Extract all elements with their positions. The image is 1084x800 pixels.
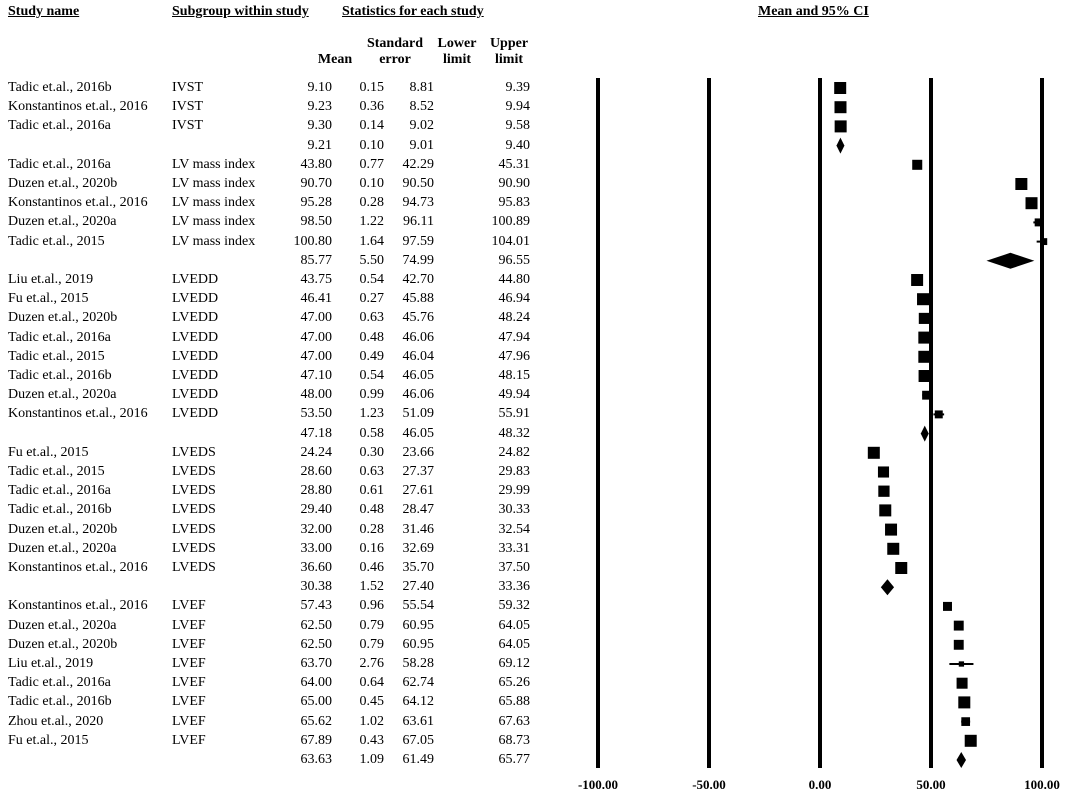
mean-cell: 67.89 [300, 732, 332, 748]
standard-error-cell: 0.63 [359, 464, 384, 479]
study-name-cell: Konstantinos et.al., 2016 [8, 195, 148, 211]
standard-error-cell: 0.49 [359, 348, 384, 364]
x-tick-label: -50.00 [692, 777, 726, 792]
point-estimate [919, 370, 931, 382]
study-name-cell: Fu et.al., 2015 [8, 291, 89, 307]
x-tick-label: 0.00 [808, 777, 832, 792]
study-name-cell: Zhou et.al., 2020 [8, 713, 104, 729]
lower-limit-cell: 51.09 [402, 406, 434, 422]
upper-limit-cell: 48.15 [498, 368, 530, 383]
standard-error-cell: 1.52 [359, 579, 384, 595]
subgroup-cell: LVEF [172, 617, 206, 633]
lower-limit-cell: 28.47 [402, 502, 434, 518]
upper-limit-cell: 45.31 [498, 156, 530, 172]
lower-limit-cell: 90.50 [402, 176, 434, 191]
study-name-cell: Tadic et.al., 2016a [8, 483, 111, 499]
study-name-cell: Konstantinos et.al., 2016 [8, 406, 148, 422]
summary-diamond [921, 426, 929, 442]
point-estimate [918, 332, 930, 344]
mean-cell: 46.41 [300, 291, 332, 307]
point-estimate [834, 101, 846, 113]
upper-limit-cell: 47.94 [498, 329, 530, 345]
mean-cell: 57.43 [300, 598, 332, 614]
point-estimate [835, 120, 847, 132]
upper-limit-cell: 9.40 [505, 137, 530, 153]
point-estimate [911, 274, 923, 286]
upper-limit-cell: 46.94 [498, 291, 530, 307]
standard-error-cell: 0.45 [359, 694, 384, 710]
standard-error-cell: 0.48 [359, 502, 384, 518]
point-estimate [1040, 238, 1047, 245]
point-estimate [1015, 178, 1027, 190]
mean-cell: 28.80 [300, 483, 332, 499]
subgroup-cell: LVEDS [172, 521, 216, 537]
study-name-cell: Liu et.al., 2019 [8, 656, 94, 671]
study-name-cell: Fu et.al., 2015 [8, 444, 89, 460]
study-name-cell: Duzen et.al., 2020a [8, 540, 117, 556]
point-estimate [961, 717, 970, 726]
upper-limit-cell: 48.24 [498, 310, 530, 326]
lower-limit-cell: 9.02 [409, 118, 434, 134]
study-name-cell: Duzen et.al., 2020a [8, 387, 117, 403]
point-estimate [935, 410, 943, 418]
study-name-cell: Tadic et.al., 2015 [8, 348, 105, 364]
subgroup-cell: LV mass index [172, 214, 256, 230]
mean-cell: 47.00 [300, 329, 332, 345]
subgroup-cell: LV mass index [172, 233, 256, 249]
subgroup-cell: IVST [172, 80, 204, 95]
lower-limit-cell: 46.06 [402, 329, 434, 345]
upper-limit-cell: 32.54 [498, 521, 530, 537]
standard-error-cell: 0.36 [359, 99, 384, 115]
standard-error-cell: 0.16 [359, 540, 384, 556]
mean-cell: 36.60 [300, 560, 332, 575]
standard-error-cell: 0.77 [359, 156, 384, 172]
summary-diamond [881, 579, 894, 595]
upper-limit-cell: 67.63 [498, 713, 530, 729]
mean-cell: 32.00 [300, 521, 332, 537]
study-name-cell: Liu et.al., 2019 [8, 272, 94, 287]
subgroup-cell: LVEDS [172, 444, 216, 460]
point-estimate [879, 504, 891, 516]
lower-limit-cell: 27.61 [402, 483, 434, 499]
lower-limit-cell: 67.05 [402, 732, 434, 748]
point-estimate [918, 351, 930, 363]
upper-limit-cell: 90.90 [498, 176, 530, 191]
subgroup-cell: LVEDD [172, 310, 219, 326]
lower-limit-cell: 45.88 [402, 291, 434, 307]
study-name-cell: Duzen et.al., 2020a [8, 214, 117, 230]
upper-limit-cell: 29.83 [498, 464, 530, 479]
mean-cell: 64.00 [300, 675, 332, 691]
mean-cell: 95.28 [300, 195, 332, 211]
standard-error-cell: 0.14 [359, 118, 384, 134]
lower-limit-cell: 23.66 [402, 444, 434, 460]
colhead-mean-label: Mean [317, 52, 353, 67]
point-estimate [965, 735, 977, 747]
study-name-cell: Tadic et.al., 2016b [8, 694, 112, 710]
subgroup-cell: LVEF [172, 656, 206, 671]
lower-limit-cell: 46.04 [402, 348, 434, 364]
mean-cell: 30.38 [300, 579, 332, 595]
mean-cell: 63.63 [300, 752, 332, 767]
mean-cell: 9.10 [307, 80, 332, 95]
colhead-lower-line1: Lower [437, 36, 477, 51]
x-tick-label: 50.00 [916, 777, 946, 792]
point-estimate [943, 602, 952, 611]
study-name-cell: Duzen et.al., 2020a [8, 617, 117, 633]
standard-error-cell: 1.23 [359, 406, 384, 422]
standard-error-cell: 0.79 [359, 636, 384, 652]
standard-error-cell: 0.48 [359, 329, 384, 345]
lower-limit-cell: 61.49 [402, 752, 434, 767]
point-estimate [957, 678, 968, 689]
upper-limit-cell: 95.83 [498, 195, 530, 211]
standard-error-cell: 0.28 [359, 195, 384, 211]
subgroup-cell: LV mass index [172, 176, 256, 191]
upper-limit-cell: 9.94 [505, 99, 530, 115]
subgroup-cell: LVEDD [172, 291, 219, 307]
study-name-cell: Tadic et.al., 2016b [8, 502, 112, 518]
mean-cell: 63.70 [300, 656, 332, 671]
standard-error-cell: 1.22 [359, 214, 384, 230]
point-estimate [954, 621, 964, 631]
lower-limit-cell: 96.11 [403, 214, 434, 230]
header-statistics: Statistics for each study [342, 4, 484, 19]
standard-error-cell: 0.27 [359, 291, 384, 307]
mean-cell: 53.50 [300, 406, 332, 422]
mean-cell: 65.00 [300, 694, 332, 710]
upper-limit-cell: 9.39 [505, 80, 530, 95]
upper-limit-cell: 96.55 [498, 252, 530, 268]
point-estimate [887, 543, 899, 555]
colhead-upper-line2: limit [495, 52, 523, 67]
mean-cell: 28.60 [300, 464, 332, 479]
lower-limit-cell: 42.70 [402, 272, 434, 287]
standard-error-cell: 1.09 [359, 752, 384, 767]
standard-error-cell: 5.50 [359, 252, 384, 268]
subgroup-cell: LV mass index [172, 195, 256, 211]
standard-error-cell: 0.43 [359, 732, 384, 748]
upper-limit-cell: 104.01 [491, 233, 530, 249]
standard-error-cell: 0.64 [359, 675, 384, 691]
lower-limit-cell: 35.70 [402, 560, 434, 575]
lower-limit-cell: 32.69 [402, 540, 434, 556]
summary-diamond [836, 138, 844, 154]
point-estimate [895, 562, 907, 574]
upper-limit-cell: 30.33 [498, 502, 530, 518]
standard-error-cell: 1.02 [359, 713, 384, 729]
standard-error-cell: 1.64 [359, 233, 384, 249]
mean-cell: 43.75 [300, 272, 332, 287]
study-name-cell: Konstantinos et.al., 2016 [8, 598, 148, 614]
upper-limit-cell: 64.05 [498, 636, 530, 652]
colhead-se-line1: Standard [366, 36, 424, 51]
standard-error-cell: 0.99 [359, 387, 384, 403]
subgroup-cell: LVEF [172, 675, 206, 691]
mean-cell: 9.30 [307, 118, 332, 134]
standard-error-cell: 0.15 [359, 80, 384, 95]
subgroup-cell: LV mass index [172, 156, 256, 172]
mean-cell: 43.80 [300, 156, 332, 172]
study-name-cell: Tadic et.al., 2016a [8, 329, 111, 345]
upper-limit-cell: 69.12 [498, 656, 530, 671]
standard-error-cell: 0.79 [359, 617, 384, 633]
mean-cell: 24.24 [300, 444, 332, 460]
lower-limit-cell: 63.61 [402, 713, 434, 729]
upper-limit-cell: 65.26 [498, 675, 530, 691]
upper-limit-cell: 68.73 [498, 732, 530, 748]
lower-limit-cell: 27.37 [402, 464, 434, 479]
standard-error-cell: 0.10 [359, 176, 384, 191]
lower-limit-cell: 8.52 [409, 99, 434, 115]
upper-limit-cell: 65.77 [498, 752, 530, 767]
subgroup-cell: LVEF [172, 598, 206, 614]
upper-limit-cell: 55.91 [498, 406, 530, 422]
point-estimate [834, 82, 846, 94]
lower-limit-cell: 74.99 [402, 252, 434, 268]
mean-cell: 62.50 [300, 617, 332, 633]
x-tick-label: -100.00 [577, 777, 619, 792]
point-estimate [959, 661, 964, 666]
upper-limit-cell: 47.96 [498, 348, 530, 364]
colhead-se-line2: error [379, 52, 411, 67]
lower-limit-cell: 94.73 [402, 195, 434, 211]
subgroup-cell: IVST [172, 118, 204, 134]
upper-limit-cell: 48.32 [498, 425, 530, 441]
header-subgroup: Subgroup within study [172, 4, 309, 19]
subgroup-cell: LVEDD [172, 406, 219, 422]
upper-limit-cell: 24.82 [498, 444, 530, 460]
mean-cell: 65.62 [300, 713, 332, 729]
mean-cell: 48.00 [300, 387, 332, 403]
header-ci: Mean and 95% CI [758, 4, 869, 19]
point-estimate [922, 391, 931, 400]
upper-limit-cell: 33.36 [498, 579, 530, 595]
point-estimate [954, 640, 964, 650]
subgroup-cell: LVEDS [172, 483, 216, 499]
upper-limit-cell: 64.05 [498, 617, 530, 633]
upper-limit-cell: 44.80 [498, 272, 530, 287]
study-name-cell: Tadic et.al., 2015 [8, 464, 105, 479]
subgroup-cell: LVEF [172, 713, 206, 729]
lower-limit-cell: 46.05 [402, 425, 434, 441]
study-name-cell: Tadic et.al., 2015 [8, 233, 105, 249]
point-estimate [878, 466, 889, 477]
standard-error-cell: 0.54 [359, 368, 384, 383]
study-name-cell: Fu et.al., 2015 [8, 732, 89, 748]
summary-diamond [957, 752, 967, 768]
lower-limit-cell: 58.28 [402, 656, 434, 671]
subgroup-cell: IVST [172, 99, 204, 115]
lower-limit-cell: 60.95 [402, 617, 434, 633]
mean-cell: 47.00 [300, 348, 332, 364]
upper-limit-cell: 49.94 [498, 387, 530, 403]
lower-limit-cell: 62.74 [402, 675, 434, 691]
subgroup-cell: LVEDD [172, 272, 219, 287]
point-estimate [1035, 218, 1043, 226]
standard-error-cell: 0.28 [359, 521, 384, 537]
point-estimate [917, 293, 929, 305]
standard-error-cell: 0.46 [359, 560, 384, 575]
subgroup-cell: LVEDS [172, 540, 216, 556]
lower-limit-cell: 97.59 [402, 233, 434, 249]
mean-cell: 29.40 [300, 502, 332, 518]
x-tick-label: 100.00 [1024, 777, 1060, 792]
standard-error-cell: 0.58 [359, 425, 384, 441]
subgroup-cell: LVEDS [172, 464, 216, 479]
mean-cell: 9.21 [307, 137, 332, 153]
study-name-cell: Tadic et.al., 2016a [8, 156, 111, 172]
lower-limit-cell: 46.06 [402, 387, 434, 403]
mean-cell: 47.18 [300, 425, 332, 441]
lower-limit-cell: 46.05 [402, 368, 434, 383]
lower-limit-cell: 42.29 [402, 156, 434, 172]
lower-limit-cell: 55.54 [402, 598, 434, 614]
study-name-cell: Tadic et.al., 2016b [8, 368, 112, 383]
standard-error-cell: 0.10 [359, 137, 384, 153]
subgroup-cell: LVEDS [172, 502, 216, 518]
point-estimate [1026, 197, 1038, 209]
mean-cell: 47.00 [300, 310, 332, 326]
subgroup-cell: LVEF [172, 694, 206, 710]
subgroup-cell: LVEDD [172, 348, 219, 364]
standard-error-cell: 0.61 [359, 483, 384, 499]
subgroup-cell: LVEF [172, 636, 206, 652]
subgroup-cell: LVEF [172, 732, 206, 748]
point-estimate [868, 447, 880, 459]
study-name-cell: Tadic et.al., 2016a [8, 118, 111, 134]
lower-limit-cell: 64.12 [402, 694, 434, 710]
study-name-cell: Duzen et.al., 2020b [8, 310, 118, 326]
upper-limit-cell: 33.31 [498, 540, 530, 556]
upper-limit-cell: 9.58 [505, 118, 530, 134]
lower-limit-cell: 31.46 [402, 521, 434, 537]
study-name-cell: Tadic et.al., 2016b [8, 80, 112, 95]
study-name-cell: Duzen et.al., 2020b [8, 521, 118, 537]
mean-cell: 62.50 [300, 636, 332, 652]
mean-cell: 33.00 [300, 540, 332, 556]
study-name-cell: Konstantinos et.al., 2016 [8, 560, 148, 575]
upper-limit-cell: 37.50 [498, 560, 530, 575]
mean-cell: 98.50 [300, 214, 332, 230]
subgroup-cell: LVEDD [172, 387, 219, 403]
study-name-cell: Konstantinos et.al., 2016 [8, 99, 148, 115]
lower-limit-cell: 45.76 [402, 310, 434, 326]
mean-cell: 9.23 [307, 99, 332, 115]
standard-error-cell: 2.76 [359, 656, 384, 671]
point-estimate [912, 160, 922, 170]
lower-limit-cell: 27.40 [402, 579, 434, 595]
mean-cell: 100.80 [293, 233, 332, 249]
mean-cell: 85.77 [300, 252, 332, 268]
upper-limit-cell: 65.88 [498, 694, 530, 710]
lower-limit-cell: 8.81 [409, 80, 434, 95]
point-estimate [885, 524, 897, 536]
subgroup-cell: LVEDD [172, 329, 219, 345]
colhead-upper-line1: Upper [489, 36, 529, 51]
upper-limit-cell: 59.32 [498, 598, 530, 614]
header-study-name: Study name [8, 4, 80, 19]
standard-error-cell: 0.96 [359, 598, 384, 614]
lower-limit-cell: 9.01 [409, 137, 434, 153]
standard-error-cell: 0.30 [359, 444, 384, 460]
upper-limit-cell: 100.89 [491, 214, 530, 230]
point-estimate [878, 486, 889, 497]
study-name-cell: Duzen et.al., 2020b [8, 176, 118, 191]
point-estimate [958, 696, 970, 708]
summary-diamond [986, 253, 1034, 269]
upper-limit-cell: 29.99 [498, 483, 530, 499]
subgroup-cell: LVEDS [172, 560, 216, 575]
study-name-cell: Duzen et.al., 2020b [8, 636, 118, 652]
mean-cell: 47.10 [300, 368, 332, 383]
subgroup-cell: LVEDD [172, 368, 219, 383]
lower-limit-cell: 60.95 [402, 636, 434, 652]
point-estimate [919, 313, 930, 324]
standard-error-cell: 0.54 [359, 272, 384, 287]
colhead-lower-line2: limit [443, 52, 471, 67]
standard-error-cell: 0.63 [359, 310, 384, 326]
mean-cell: 90.70 [300, 176, 332, 191]
study-name-cell: Tadic et.al., 2016a [8, 675, 111, 691]
